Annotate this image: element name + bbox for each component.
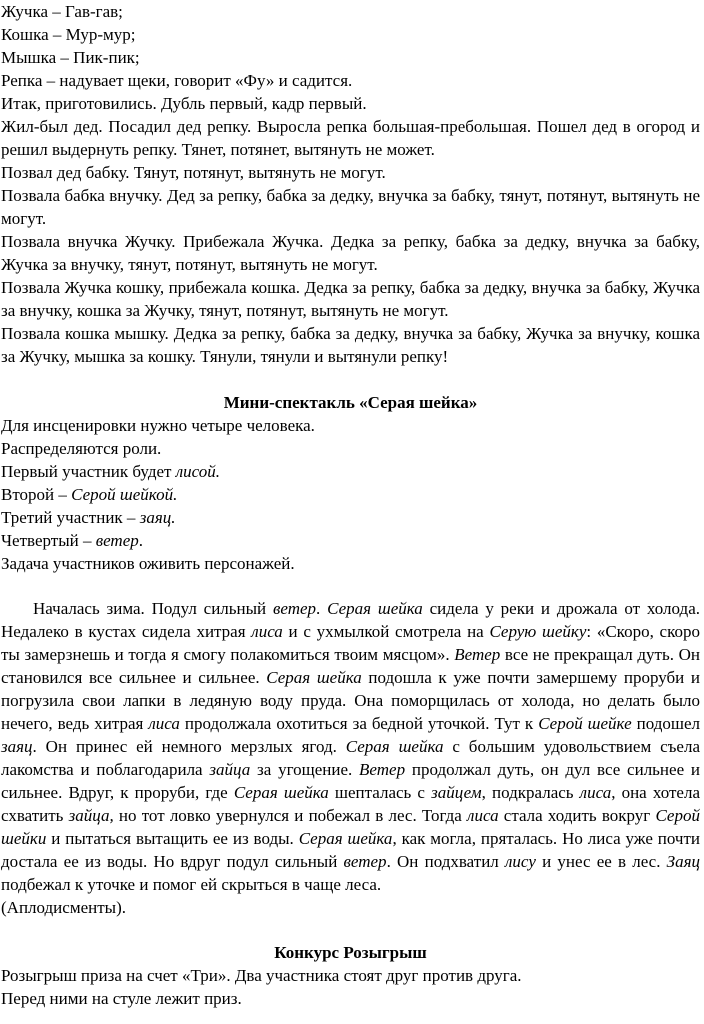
contest-heading: Конкурс Розыгрыш — [274, 943, 427, 962]
intro-line: Репка – надувает щеки, говорит «Фу» и садится. — [1, 71, 353, 90]
repka-paragraph: Позвала Жучка кошку, прибежала кошка. Дедка за репку, бабка за дедку, внучка за бабку, Жучка за внучку, кошка за Жучку, тянут, потянут, вытянуть не могут. — [1, 278, 700, 320]
contest-line: Перед ними на стуле лежит приз. — [1, 989, 242, 1008]
role-line-2: Второй – Серой шейкой. — [1, 485, 178, 504]
intro-line: Кошка – Мур-мур; — [1, 25, 136, 44]
role-line-4: Четвертый – ветер. — [1, 531, 144, 550]
repka-paragraph: Позвала внучка Жучку. Прибежала Жучка. Дедка за репку, бабка за дедку, внучка за бабку, Жучка за внучку, тянут, потянут, вытянуть не могут. — [1, 232, 700, 274]
spacer — [1, 919, 700, 941]
repka-paragraph: Позвала кошка мышку. Дедка за репку, бабка за дедку, внучка за бабку, Жучка за внучку, кошка за Жучку, мышка за кошку. Тянули, тянули и вытянули репку! — [1, 324, 700, 366]
repka-paragraph: Позвала бабка внучку. Дед за репку, бабка за дедку, внучка за бабку, тянут, потянут, вытянуть не могут. — [1, 186, 700, 228]
intro-line: Итак, приготовились. Дубль первый, кадр первый. — [1, 94, 367, 113]
mini-play-need: Для инсценировки нужно четыре человека. — [1, 416, 315, 435]
repka-paragraph: Позвал дед бабку. Тянут, потянут, вытянуть не могут. — [1, 163, 386, 182]
mini-play-task: Задача участников оживить персонажей. — [1, 554, 295, 573]
mini-play-heading: Мини-спектакль «Серая шейка» — [223, 393, 478, 412]
intro-line: Мышка – Пик-пик; — [1, 48, 140, 67]
mini-play-story: Началась зима. Подул сильный ветер. Серая шейка сидела у реки и дрожала от холода. Недалеко в кустах сидела хитрая лиса и с ухмылкой смотрела на Серую шейку: «Скоро, скоро ты замерзнешь и тогда я смогу полакомиться твоим мясцом». Ветер все не прекращал дуть. Он становился все сильнее и сильнее. Серая шейка подошла к уже почти замершему проруби и погрузила свои лапки в ледяную воду пруда. Она поморщилась от холода, но делать было нечего, ведь хитрая лиса продолжала охотиться за бедной уточкой. Тут к Серой шейке подошел заяц. Он принес ей немного мерзлых ягод. Серая шейка с большим удовольствием съела лакомства и поблагодарила зайца за угощение. Ветер продолжал дуть, он дул все сильнее и сильнее. Вдруг, к проруби, где Серая шейка шепталась с зайцем, подкралась лиса, она хотела схватить зайца, но тот ловко увернулся и побежал в лес. Тогда лиса стала ходить вокруг Серой шейки и пытаться вытащить ее из воды. Серая шейка, как могла, пряталась. Но лиса уже почти достала ее из воды. Но вдруг подул сильный ветер. Он подхватил лису и унес ее в лес. Заяц подбежал к уточке и помог ей скрыться в чаще леса. — [1, 599, 701, 894]
role-line-1: Первый участник будет лисой. — [1, 462, 220, 481]
spacer — [1, 575, 700, 597]
contest-line: Розыгрыш приза на счет «Три». Два участника стоят друг против друга. — [1, 966, 522, 985]
spacer — [1, 368, 700, 391]
applause-line: (Аплодисменты). — [1, 898, 126, 917]
role-line-3: Третий участник – заяц. — [1, 508, 176, 527]
mini-play-roles: Распределяются роли. — [1, 439, 162, 458]
repka-paragraph: Жил-был дед. Посадил дед репку. Выросла репка большая-пребольшая. Пошел дед в огород и решил выдернуть репку. Тянет, потянет, вытянуть не может. — [1, 117, 700, 159]
intro-line: Жучка – Гав-гав; — [1, 2, 123, 21]
